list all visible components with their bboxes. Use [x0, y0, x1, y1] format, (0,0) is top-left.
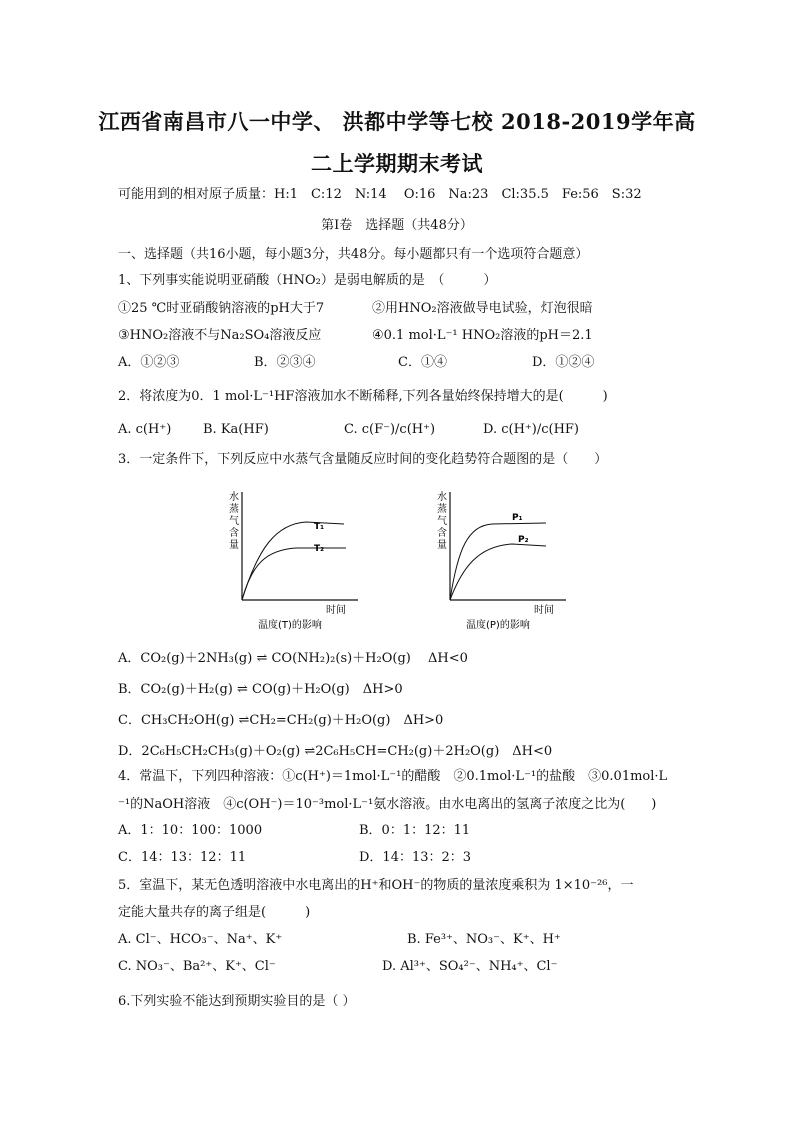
exam-title-line1: 江西省南昌市八一中学、 洪都中学等七校 2018-2019学年高	[98, 109, 696, 134]
q4-option-d: D．14：13：2：3	[359, 850, 472, 865]
q1-option-c: C．①④	[398, 355, 447, 370]
exam-title-line2: 二上学期期末考试	[311, 151, 483, 176]
graph-pressure	[428, 488, 588, 633]
graph2-xlabel: 时间	[534, 605, 554, 616]
q6-stem: 6.下列实验不能达到预期实验目的是（ ）	[118, 994, 356, 1009]
q5-stem-line1: 5．室温下，某无色透明溶液中水电离出的H⁺和OH⁻的物质的量浓度乘积为 1×10⁻²⁶，一	[118, 878, 634, 893]
q5-stem-line2: 定能大量共存的离子组是( )	[118, 905, 311, 920]
atomic-masses: 可能用到的相对原子质量：H:1 C:12 N:14 O:16 Na:23 Cl:35.5 Fe:56 S:32	[118, 187, 642, 202]
graph1-ylabel-char: 气	[229, 516, 239, 527]
graph1-curve-t2	[242, 548, 346, 600]
graph1-ylabel-char: 量	[229, 540, 239, 551]
q4-option-a: A．1：10：100：1000	[118, 823, 263, 838]
graph2-label-p1: P₁	[512, 513, 523, 523]
q3-option-b: B．CO₂(g)＋H₂(g) ⇌ CO(g)＋H₂O(g) ΔH>0	[118, 682, 403, 697]
graph1-xlabel: 时间	[326, 605, 346, 616]
q5-option-c: C. NO₃⁻、Ba²⁺、K⁺、Cl⁻	[118, 959, 276, 974]
graph2-ylabel	[437, 490, 447, 551]
q2-option-c: C. c(F⁻)/c(H⁺)	[344, 422, 436, 437]
section-instruction: 一、选择题（共16小题，每小题3分，共48分。每小题都只有一个选项符合题意）	[118, 247, 589, 262]
q4-option-b: B．0：1：12：11	[359, 823, 471, 838]
graph1-label-t1: T₁	[314, 522, 325, 532]
graph1-ylabel-char: 含	[229, 528, 239, 539]
graph2-curve-p1	[450, 523, 546, 600]
graph1-curve-t1	[242, 522, 344, 600]
graph2-caption: 温度(P)的影响	[466, 620, 530, 631]
q5-option-b: B. Fe³⁺、NO₃⁻、K⁺、H⁺	[407, 932, 561, 947]
q3-stem: 3．一定条件下，下列反应中水蒸气含量随反应时间的变化趋势符合题图的是（ ）	[118, 452, 608, 467]
graph1-caption: 温度(T)的影响	[258, 620, 322, 631]
q5-option-a: A. Cl⁻、HCO₃⁻、Na⁺、K⁺	[118, 932, 283, 947]
q4-stem-line2: ⁻¹的NaOH溶液 ④c(OH⁻)＝10⁻³mol·L⁻¹氨水溶液。由水电离出的氢离子浓度之比为( )	[118, 797, 657, 812]
q4-option-c: C．14：13：12：11	[118, 850, 247, 865]
q3-option-c: C．CH₃CH₂OH(g) ⇌CH₂=CH₂(g)＋H₂O(g) ΔH>0	[118, 713, 444, 728]
graph1-ylabel-char: 水	[229, 492, 239, 503]
graph2-ylabel-char: 含	[437, 528, 447, 539]
q3-option-d: D．2C₆H₅CH₂CH₃(g)＋O₂(g) ⇌2C₆H₅CH=CH₂(g)＋2H₂O(g) ΔH<0	[118, 744, 553, 759]
q1-option-d: D．①②④	[532, 355, 595, 370]
q2-stem: 2．将浓度为0．1 mol·L⁻¹HF溶液加水不断稀释,下列各量始终保持增大的是( )	[118, 389, 608, 404]
q1-option-a: A．①②③	[118, 355, 180, 370]
q2-option-b: B. Ka(HF)	[203, 422, 269, 437]
graph2-ylabel-char: 量	[437, 540, 447, 551]
q1-stem: 1、下列事实能说明亚硝酸（HNO₂）是弱电解质的是 （ ）	[118, 273, 497, 288]
q2-option-a: A. c(H⁺)	[118, 422, 172, 437]
graph2-ylabel-char: 水	[437, 492, 447, 503]
graph1-label-t2: T₂	[314, 544, 325, 554]
graph2-ylabel-char: 气	[437, 516, 447, 527]
graph-temperature	[218, 488, 378, 633]
q1-option-b: B．②③④	[254, 355, 316, 370]
q4-stem-line1: 4．常温下，下列四种溶液：①c(H⁺)＝1mol·L⁻¹的醋酸 ②0.1mol·L⁻¹的盐酸 ③0.01mol·L	[118, 769, 668, 784]
graph1-ylabel	[229, 490, 239, 551]
graph2-label-p2: P₂	[518, 535, 529, 545]
q3-option-a: A．CO₂(g)＋2NH₃(g) ⇌ CO(NH₂)₂(s)＋H₂O(g) ΔH<0	[118, 651, 468, 666]
q1-statement-2: ②用HNO₂溶液做导电试验，灯泡很暗	[372, 301, 593, 316]
graph2-ylabel-char: 蒸	[437, 504, 447, 515]
graph2-curve-p2	[450, 544, 546, 600]
q1-statement-3: ③HNO₂溶液不与Na₂SO₄溶液反应	[118, 328, 322, 343]
graph1-ylabel-char: 蒸	[229, 504, 239, 515]
q1-statement-1: ①25 ℃时亚硝酸钠溶液的pH大于7	[118, 301, 325, 316]
q2-option-d: D. c(H⁺)/c(HF)	[483, 422, 580, 437]
section-heading: 第Ⅰ卷 选择题（共48分）	[321, 218, 473, 233]
q1-statement-4: ④0.1 mol·L⁻¹ HNO₂溶液的pH＝2.1	[372, 328, 593, 343]
q5-option-d: D. Al³⁺、SO₄²⁻、NH₄⁺、Cl⁻	[382, 959, 558, 974]
